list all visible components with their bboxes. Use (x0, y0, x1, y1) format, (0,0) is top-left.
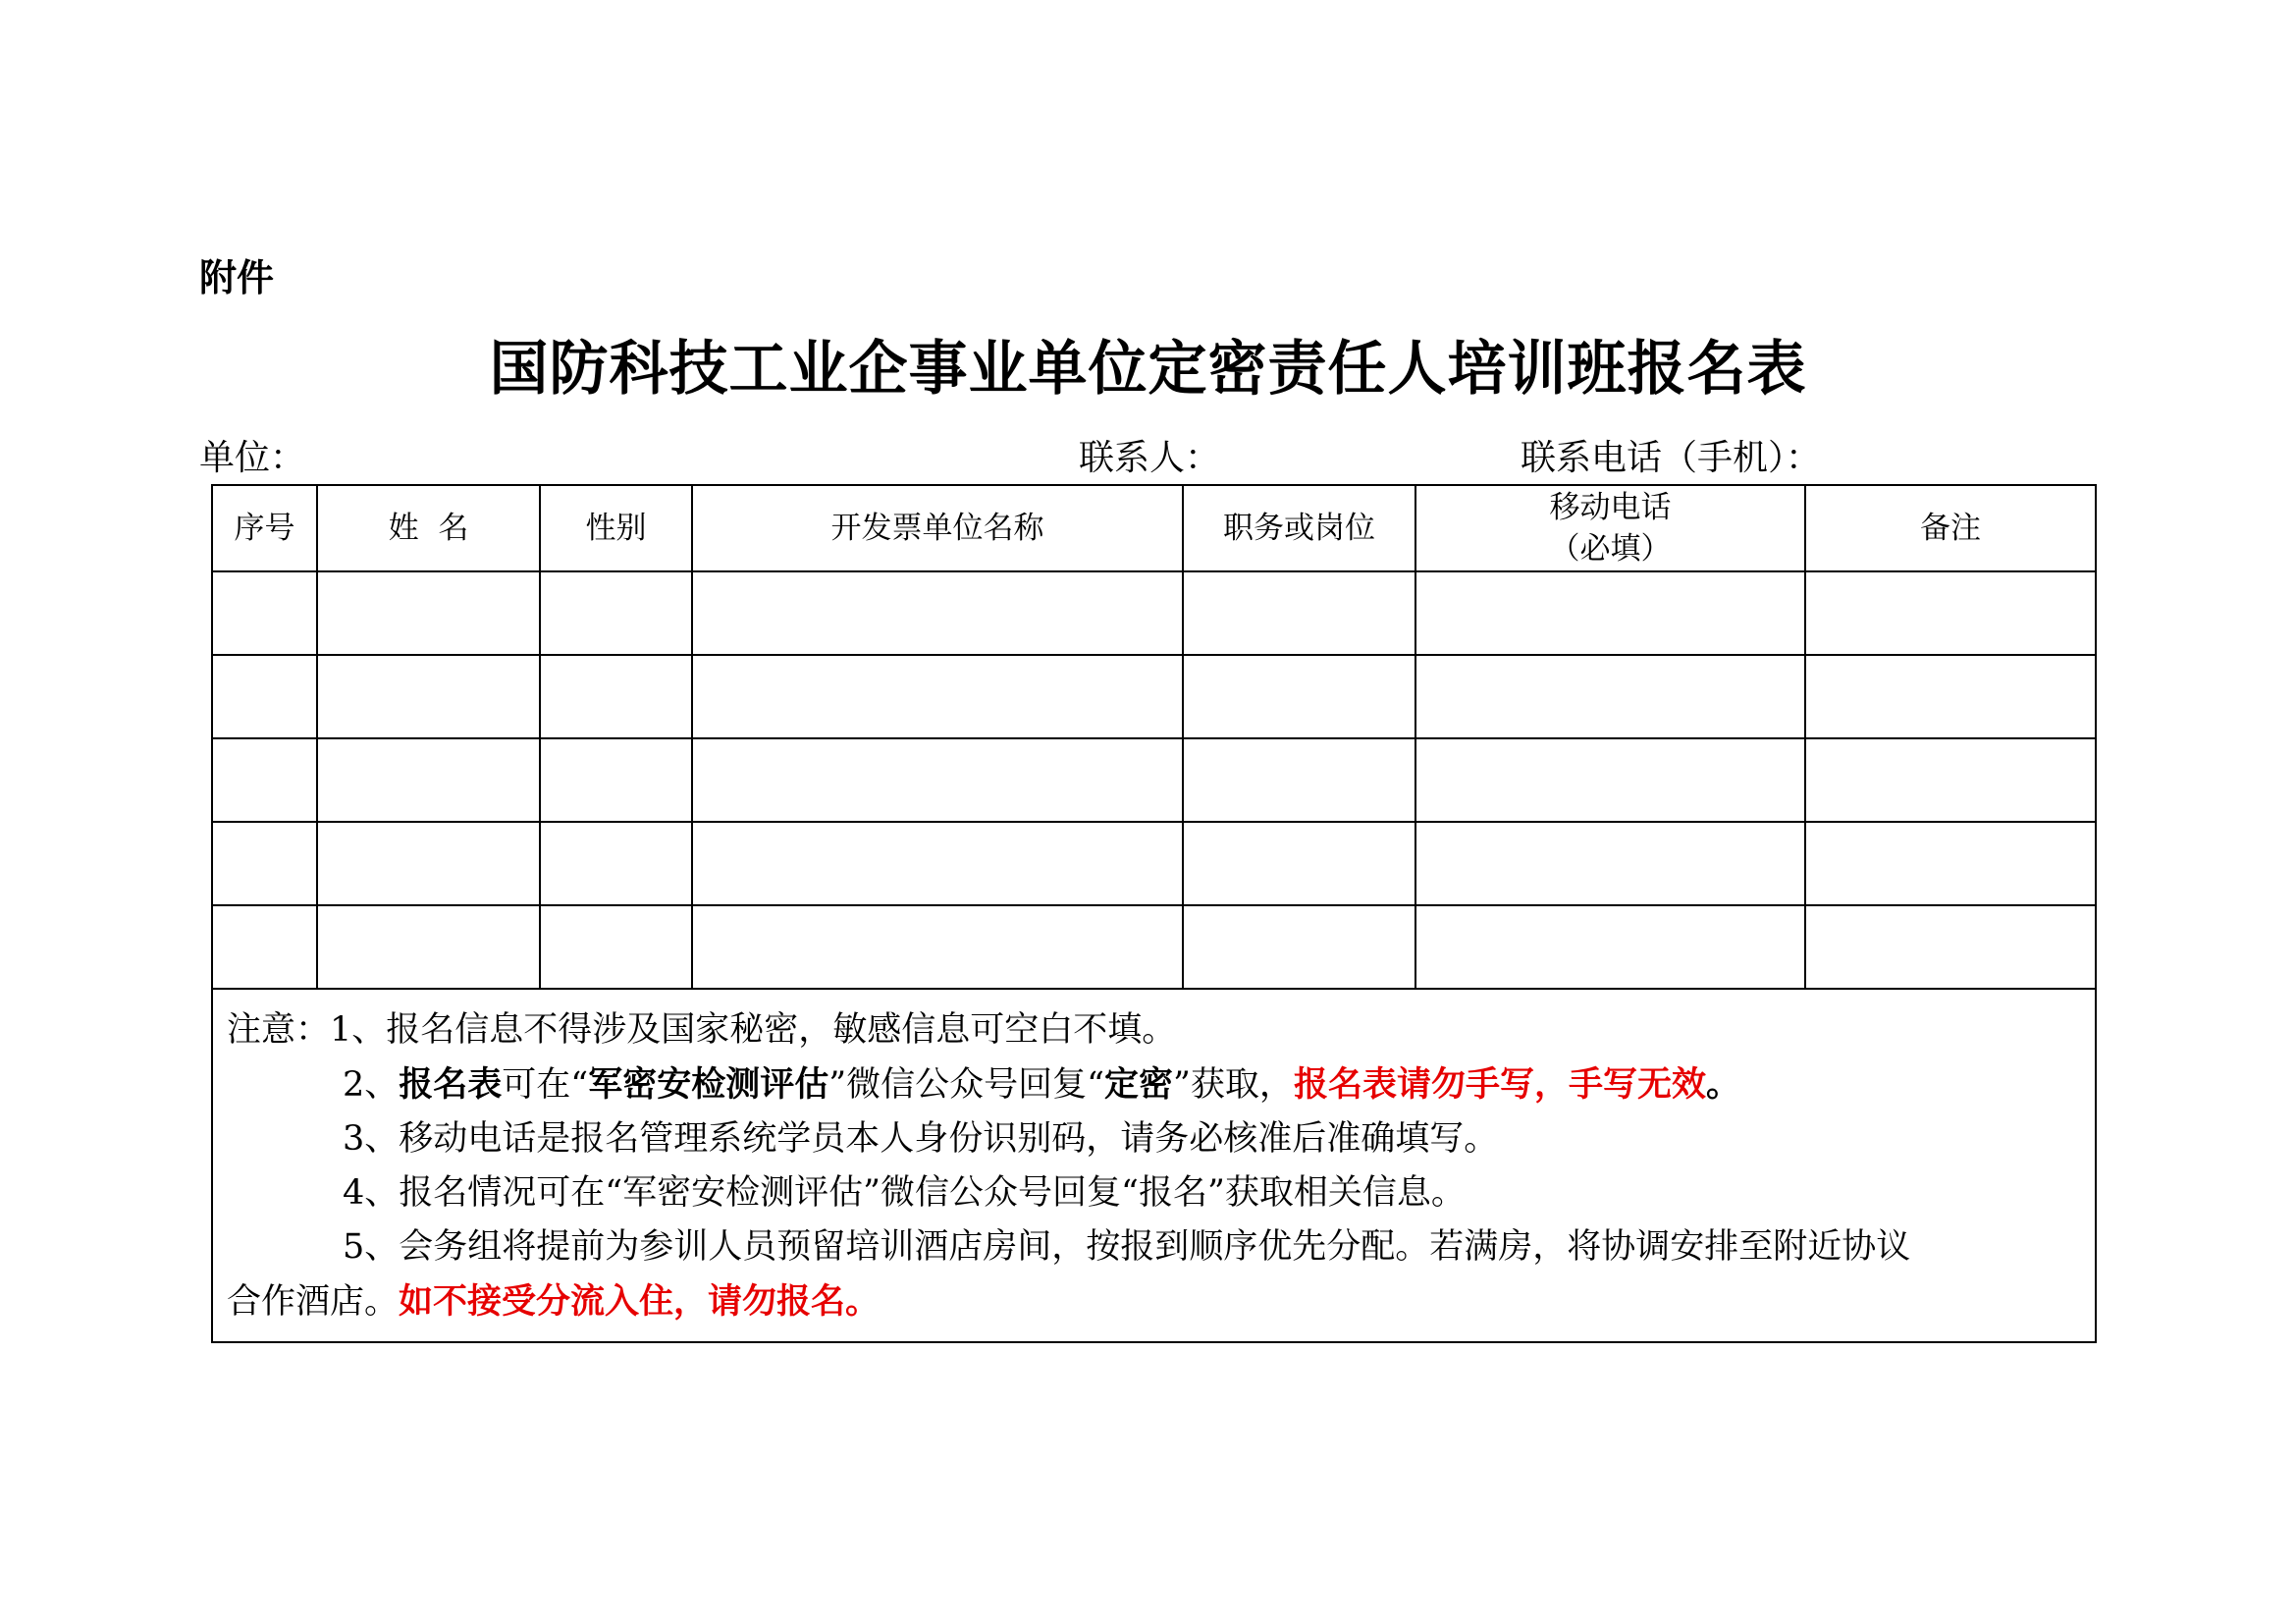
table-row (212, 822, 2096, 905)
note-1 (227, 1003, 2081, 1057)
cell[interactable] (1415, 571, 1805, 655)
note-3: 3、移动电话是报名管理系统学员本人身份识别码，请务必核准后准确填写。 (343, 1119, 1499, 1159)
cell[interactable] (212, 822, 317, 905)
header-name: 姓 名 (317, 485, 540, 571)
cell[interactable] (317, 905, 540, 989)
header-mobile-required: （必填） (1549, 531, 1672, 567)
cell[interactable] (212, 738, 317, 822)
contact-label: 联系人： (1079, 438, 1221, 478)
header-serial: 序号 (212, 485, 317, 571)
note-2-d: 军密安检测评估 (588, 1064, 829, 1105)
table-row (212, 738, 2096, 822)
attachment-label: 附件 (199, 256, 275, 299)
note-2-a: 2、 (343, 1065, 400, 1105)
note-5: 5、会务组将提前为参训人员预留培训酒店房间，按报到顺序优先分配。若满房，将协调安排至附近协议 (343, 1227, 1911, 1267)
cell[interactable] (1183, 822, 1415, 905)
cell[interactable] (1805, 738, 2096, 822)
note-2-c: 可在“ (502, 1065, 589, 1105)
note-5-cont (227, 1274, 2081, 1329)
note-2 (227, 1057, 2081, 1112)
note-5-warning: 如不接受分流入住，请勿报名。 (399, 1281, 881, 1322)
cell[interactable] (1415, 738, 1805, 822)
cell[interactable] (1805, 571, 2096, 655)
cell[interactable] (692, 905, 1183, 989)
cell[interactable] (1805, 905, 2096, 989)
cell[interactable] (1183, 655, 1415, 738)
note-2-f: 定密 (1104, 1064, 1174, 1105)
cell[interactable] (212, 571, 317, 655)
cell[interactable] (1183, 571, 1415, 655)
header-remarks: 备注 (1805, 485, 2096, 571)
notes-cell (212, 989, 2096, 1342)
table-row (212, 905, 2096, 989)
cell[interactable] (317, 822, 540, 905)
note-2-warning: 报名表请勿手写，手写无效 (1293, 1064, 1706, 1105)
note-2-b: 报名表 (399, 1064, 503, 1105)
header-gender: 性别 (540, 485, 692, 571)
phone-label: 联系电话（手机）： (1521, 438, 1822, 478)
cell[interactable] (692, 571, 1183, 655)
note-1-text: 1、报名信息不得涉及国家秘密，敏感信息可空白不填。 (330, 1010, 1177, 1050)
notes-row (212, 989, 2096, 1342)
cell[interactable] (317, 655, 540, 738)
cell[interactable] (317, 738, 540, 822)
note-2-g: ”获取， (1173, 1065, 1294, 1105)
cell[interactable] (212, 655, 317, 738)
cell[interactable] (540, 822, 692, 905)
cell[interactable] (317, 571, 540, 655)
cell[interactable] (1183, 905, 1415, 989)
table-row (212, 571, 2096, 655)
header-mobile (1415, 485, 1805, 571)
page-title: 国防科技工业企事业单位定密责任人培训班报名表 (489, 335, 1807, 404)
cell[interactable] (1805, 655, 2096, 738)
cell[interactable] (1415, 822, 1805, 905)
header-position: 职务或岗位 (1183, 485, 1415, 571)
cell[interactable] (1805, 822, 2096, 905)
table-header-row (212, 485, 2096, 571)
header-invoice-unit: 开发票单位名称 (692, 485, 1183, 571)
note-4: 4、报名情况可在“军密安检测评估”微信公众号回复“报名”获取相关信息。 (343, 1173, 1466, 1213)
note-2-e: ”微信公众号回复“ (828, 1065, 1105, 1105)
cell[interactable] (692, 822, 1183, 905)
cell[interactable] (692, 738, 1183, 822)
cell[interactable] (540, 738, 692, 822)
table-row (212, 655, 2096, 738)
note-5-b: 合作酒店。 (227, 1282, 400, 1322)
header-mobile-label: 移动电话 (1549, 490, 1672, 525)
cell[interactable] (1415, 655, 1805, 738)
cell[interactable] (540, 905, 692, 989)
cell[interactable] (212, 905, 317, 989)
cell[interactable] (692, 655, 1183, 738)
cell[interactable] (540, 655, 692, 738)
cell[interactable] (540, 571, 692, 655)
note-2-i: 。 (1705, 1064, 1740, 1105)
cell[interactable] (1415, 905, 1805, 989)
registration-table (211, 484, 2097, 1343)
note-prefix: 注意： (227, 1010, 331, 1050)
unit-label: 单位： (199, 438, 306, 478)
cell[interactable] (1183, 738, 1415, 822)
